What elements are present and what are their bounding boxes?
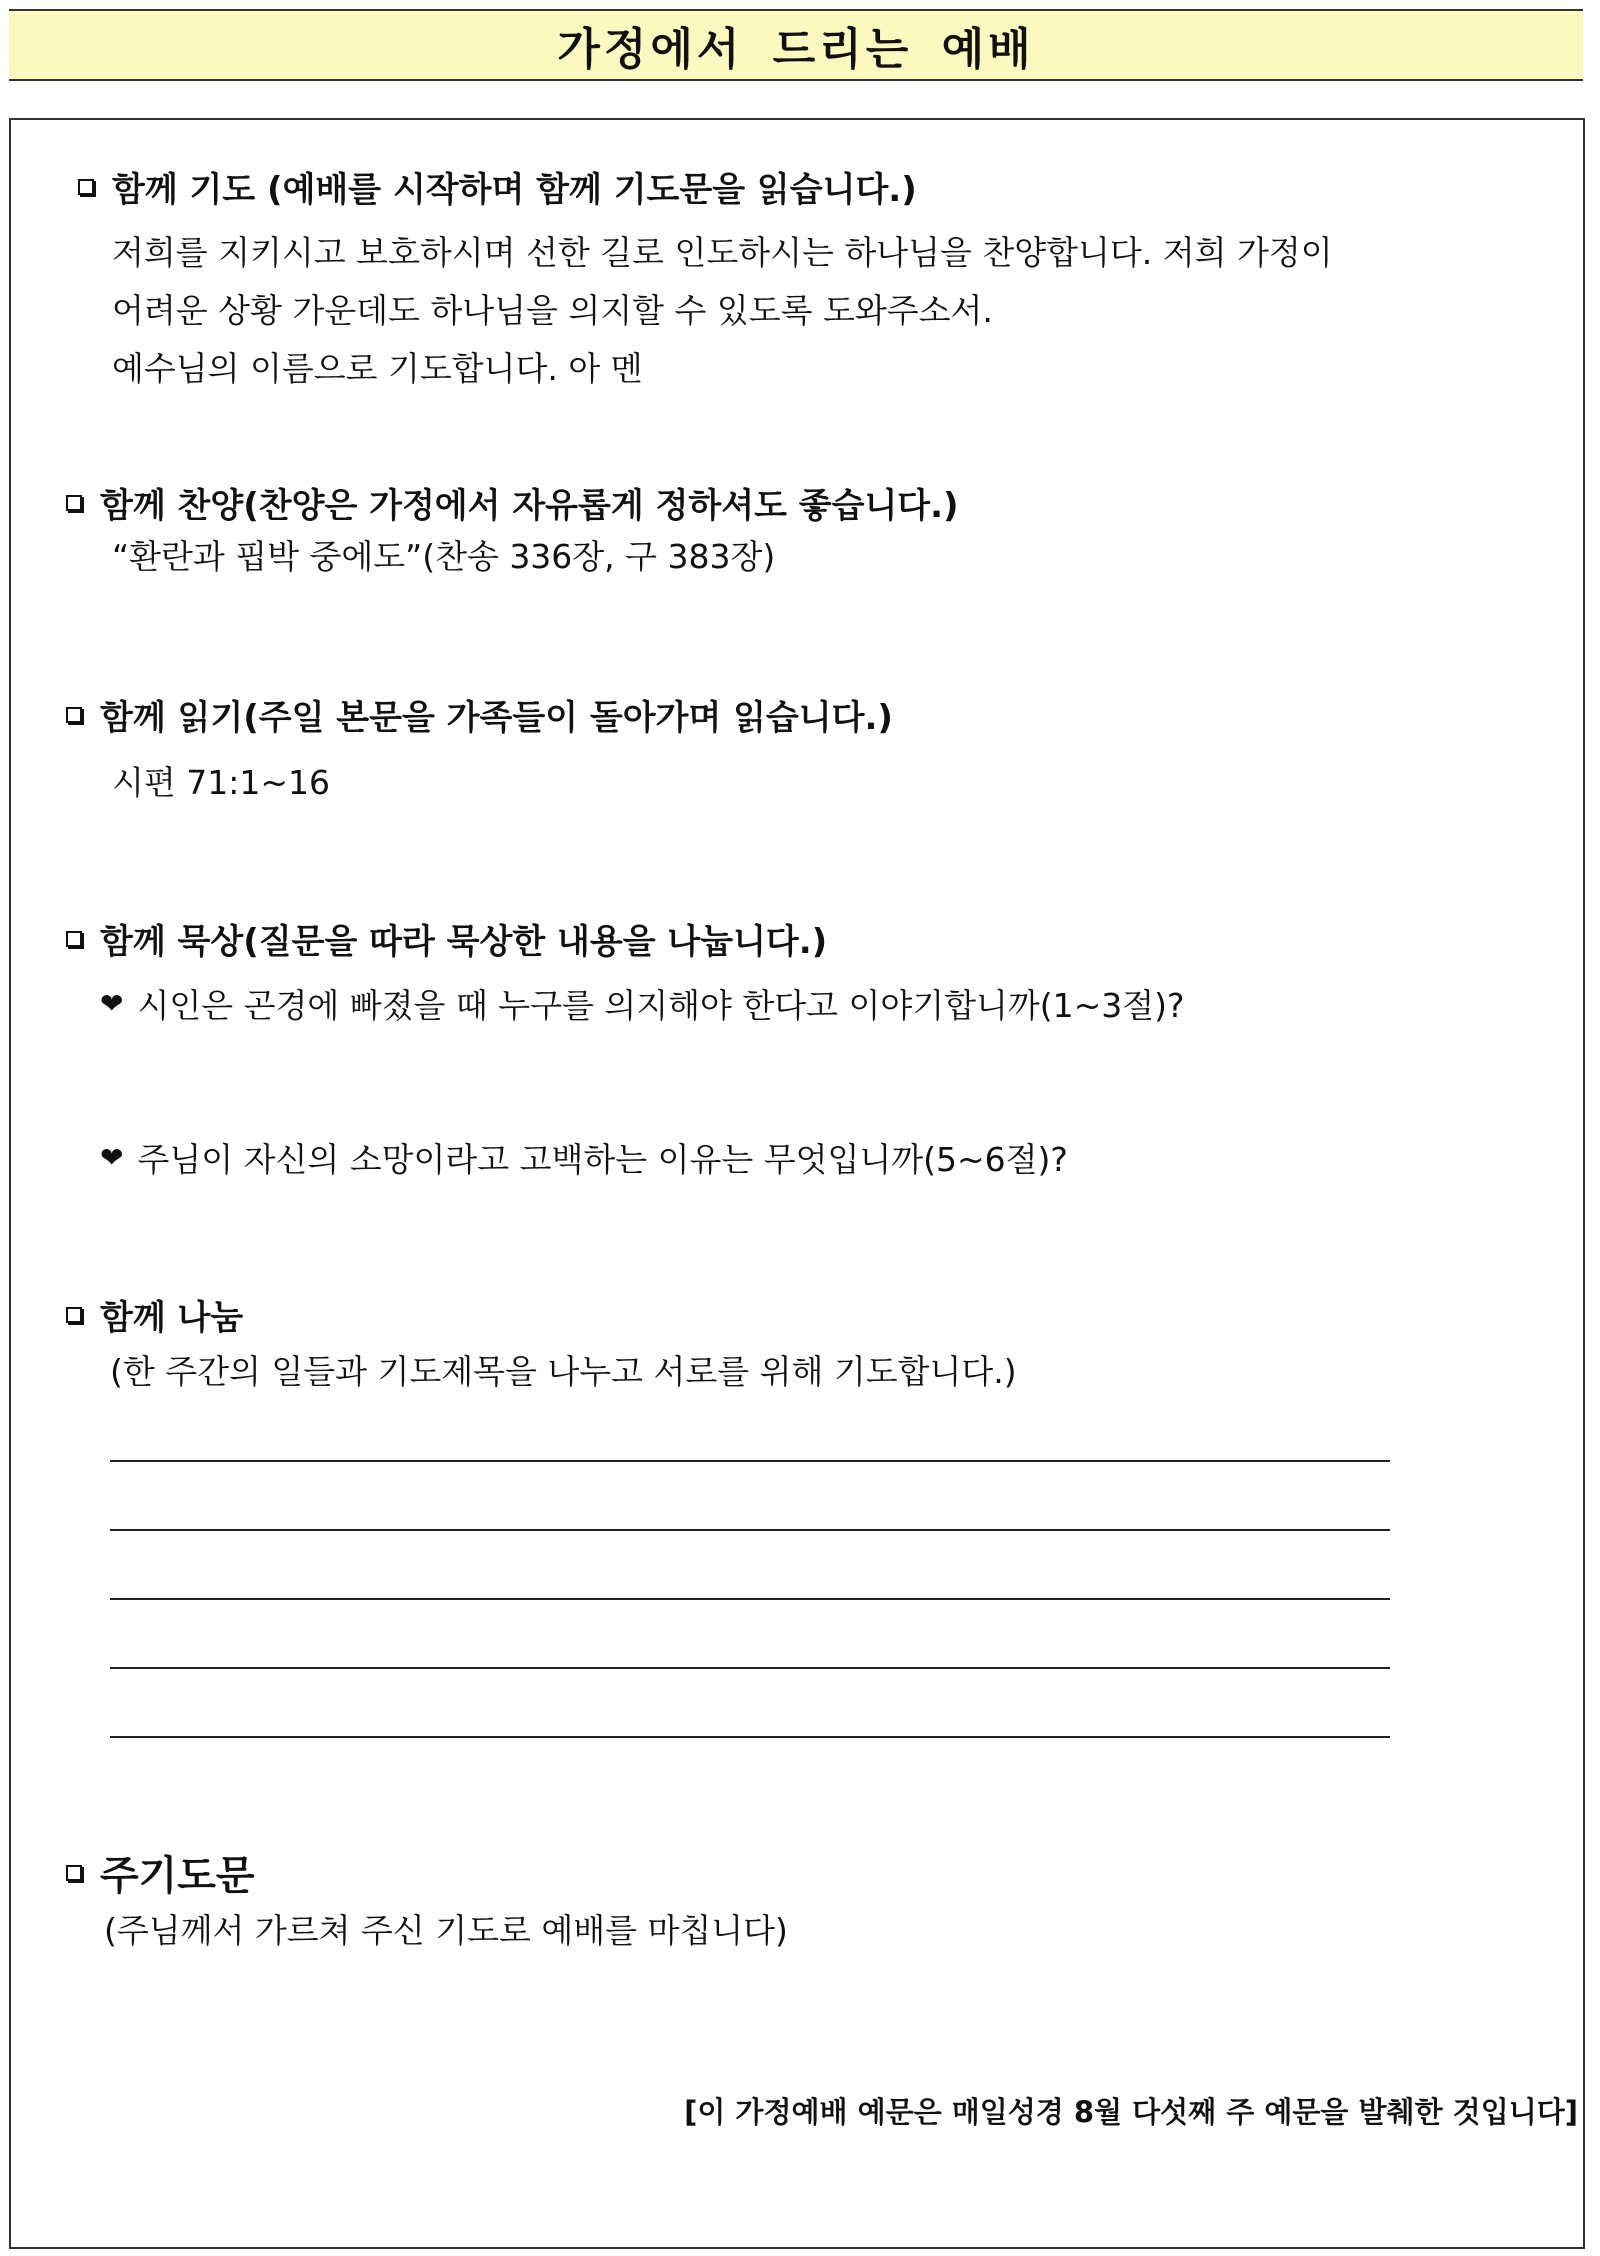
writing-line[interactable] [110, 1529, 1390, 1531]
writing-line[interactable] [110, 1598, 1390, 1600]
checkbox-square-icon [66, 1307, 82, 1323]
lords-prayer-instructions: (주님께서 가르쳐 주신 기도로 예배를 마칩니다) [104, 1911, 788, 1950]
page-title: 가정에서 드리는 예배 [557, 24, 1035, 75]
meditation-question-2-text: 주님이 자신의 소망이라고 고백하는 이유는 무엇입니까(5~6절)? [137, 1140, 1068, 1179]
source-note: [이 가정예배 예문은 매일성경 8월 다섯째 주 예문을 발췌한 것입니다] [684, 2095, 1578, 2129]
meditation-heading-text: 함께 묵상(질문을 따라 묵상한 내용을 나눕니다.) [100, 922, 828, 962]
prayer-line-1: 저희를 지키시고 보호하시며 선한 길로 인도하시는 하나님을 찬양합니다. 저희 가정이 [112, 233, 1333, 272]
heart-icon: ❤ [100, 986, 124, 1020]
meditation-question-2 [100, 1134, 1068, 1181]
meditation-question-1 [100, 980, 1185, 1027]
writing-line[interactable] [110, 1460, 1390, 1462]
prayer-heading [78, 162, 917, 211]
praise-heading-text: 함께 찬양(찬양은 가정에서 자유롭게 정하셔도 좋습니다.) [100, 486, 959, 526]
writing-line[interactable] [110, 1667, 1390, 1669]
sharing-heading-text: 함께 나눔 [100, 1298, 244, 1338]
lords-prayer-heading [66, 1844, 255, 1901]
checkbox-square-icon [66, 495, 82, 511]
checkbox-square-icon [66, 931, 82, 947]
meditation-heading [66, 914, 827, 963]
title-bar [9, 9, 1583, 81]
prayer-line-3: 예수님의 이름으로 기도합니다. 아 멘 [112, 349, 643, 388]
writing-line[interactable] [110, 1736, 1390, 1738]
sharing-heading [66, 1290, 243, 1339]
checkbox-square-icon [78, 179, 94, 195]
lords-prayer-heading-text: 주기도문 [100, 1853, 255, 1899]
reading-passage: 시편 71:1~16 [112, 763, 330, 802]
prayer-line-2: 어려운 상황 가운데도 하나님을 의지할 수 있도록 도와주소서. [112, 291, 993, 330]
praise-heading [66, 478, 959, 527]
meditation-question-1-text: 시인은 곤경에 빠졌을 때 누구를 의지해야 한다고 이야기합니까(1~3절)? [137, 986, 1185, 1025]
prayer-text [112, 224, 1333, 398]
heart-icon: ❤ [100, 1140, 124, 1174]
checkbox-square-icon [66, 1865, 82, 1881]
praise-hymn: “환란과 핍박 중에도”(찬송 336장, 구 383장) [112, 537, 776, 576]
sharing-instructions: (한 주간의 일들과 기도제목을 나누고 서로를 위해 기도합니다.) [110, 1352, 1017, 1391]
reading-heading-text: 함께 읽기(주일 본문을 가족들이 돌아가며 읽습니다.) [100, 698, 893, 738]
reading-heading [66, 690, 893, 739]
prayer-heading-text: 함께 기도 (예배를 시작하며 함께 기도문을 읽습니다.) [112, 170, 917, 210]
checkbox-square-icon [66, 707, 82, 723]
